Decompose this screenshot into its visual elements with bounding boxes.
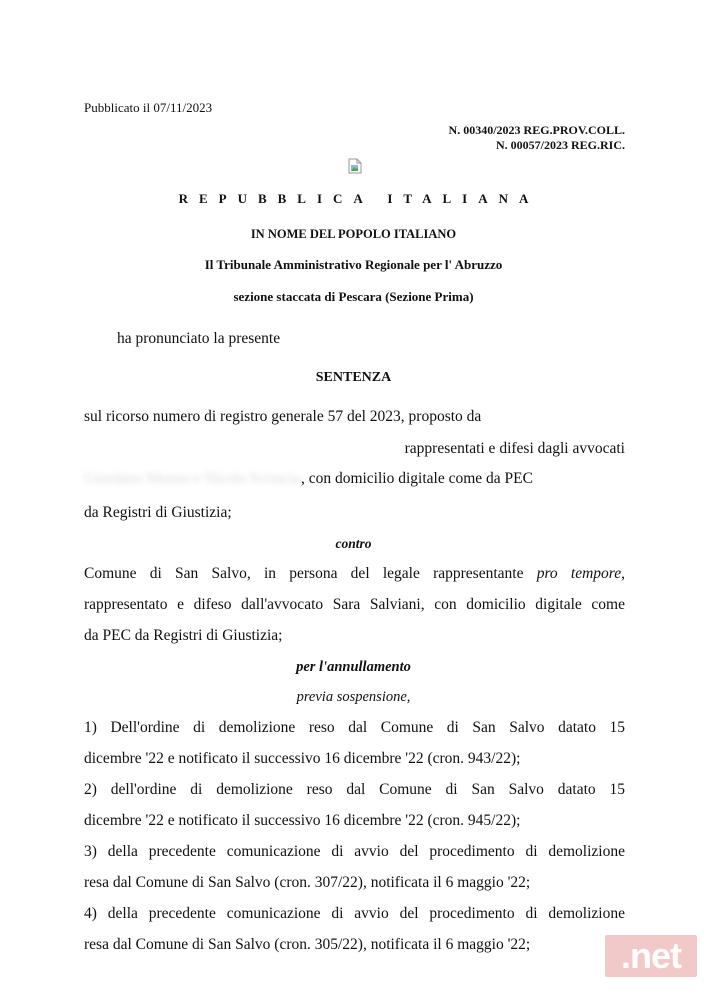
ricorso-line-3-tail: , con domicilio digitale come da PEC bbox=[300, 470, 533, 487]
in-name-heading: IN NOME DEL POPOLO ITALIANO bbox=[250, 227, 457, 241]
publication-date: Pubblicato il 07/11/2023 bbox=[84, 100, 213, 115]
ricorso-line-4: da Registri di Giustizia; bbox=[84, 504, 232, 521]
annulment-heading: per l'annullamento bbox=[296, 659, 411, 675]
item-4-line-2: resa dal Comune di San Salvo (cron. 305/22), notificata il 6 maggio '22; bbox=[84, 936, 531, 953]
respondent-line-1-start: Comune di San Salvo, in persona del legale rappresentante bbox=[84, 565, 524, 582]
tribunal-heading: Il Tribunale Amministrativo Regionale per l' Abruzzo bbox=[204, 257, 503, 272]
republic-heading: REPUBBLICA ITALIANA bbox=[178, 191, 540, 206]
pro-tempore-text: pro tempore bbox=[536, 565, 622, 582]
redacted-lawyers: Giordano Menna e Nicola Scioscia bbox=[84, 470, 301, 487]
item-4-line-1: 4) della precedente comunicazione di avvio del procedimento di demolizione bbox=[84, 905, 625, 922]
site-watermark-logo: .net bbox=[605, 935, 697, 977]
respondent-line-1-end: , bbox=[621, 565, 626, 582]
item-1-line-1: 1) Dell'ordine di demolizione reso dal Comune di San Salvo datato 15 bbox=[84, 719, 625, 736]
item-2-line-2: dicembre '22 e notificato il successivo 16 dicembre '22 (cron. 945/22); bbox=[84, 812, 521, 829]
item-1-line-2: dicembre '22 e notificato il successivo 16 dicembre '22 (cron. 943/22); bbox=[84, 750, 521, 767]
respondent-line-1 bbox=[84, 565, 625, 583]
respondent-line-3: da PEC da Registri di Giustizia; bbox=[84, 627, 283, 644]
item-3-line-1: 3) della precedente comunicazione di avvio del procedimento di demolizione bbox=[84, 843, 625, 860]
document-title: SENTENZA bbox=[315, 370, 392, 385]
ricorso-line-2: rappresentati e difesi dagli avvocati bbox=[404, 440, 625, 457]
registry-ric: N. 00057/2023 REG.RIC. bbox=[495, 138, 625, 152]
ricorso-line-1: sul ricorso numero di registro generale 57 del 2023, proposto da bbox=[84, 408, 482, 425]
ricorso-line-3 bbox=[84, 470, 625, 488]
broken-image-icon bbox=[348, 158, 362, 174]
item-2-line-1: 2) dell'ordine di demolizione reso dal Comune di San Salvo datato 15 bbox=[84, 781, 625, 798]
item-3-line-2: resa dal Comune di San Salvo (cron. 307/22), notificata il 6 maggio '22; bbox=[84, 874, 531, 891]
section-heading: sezione staccata di Pescara (Sezione Prima) bbox=[233, 289, 474, 304]
intro-text: ha pronunciato la presente bbox=[117, 330, 281, 347]
registry-prov-coll: N. 00340/2023 REG.PROV.COLL. bbox=[448, 123, 625, 137]
suspension-heading: previa sospensione, bbox=[296, 689, 411, 705]
registry-numbers bbox=[449, 123, 625, 153]
respondent-line-2: rappresentato e difeso dall'avvocato Sara Salviani, con domicilio digitale come bbox=[84, 596, 625, 613]
contro-heading: contro bbox=[335, 536, 372, 551]
